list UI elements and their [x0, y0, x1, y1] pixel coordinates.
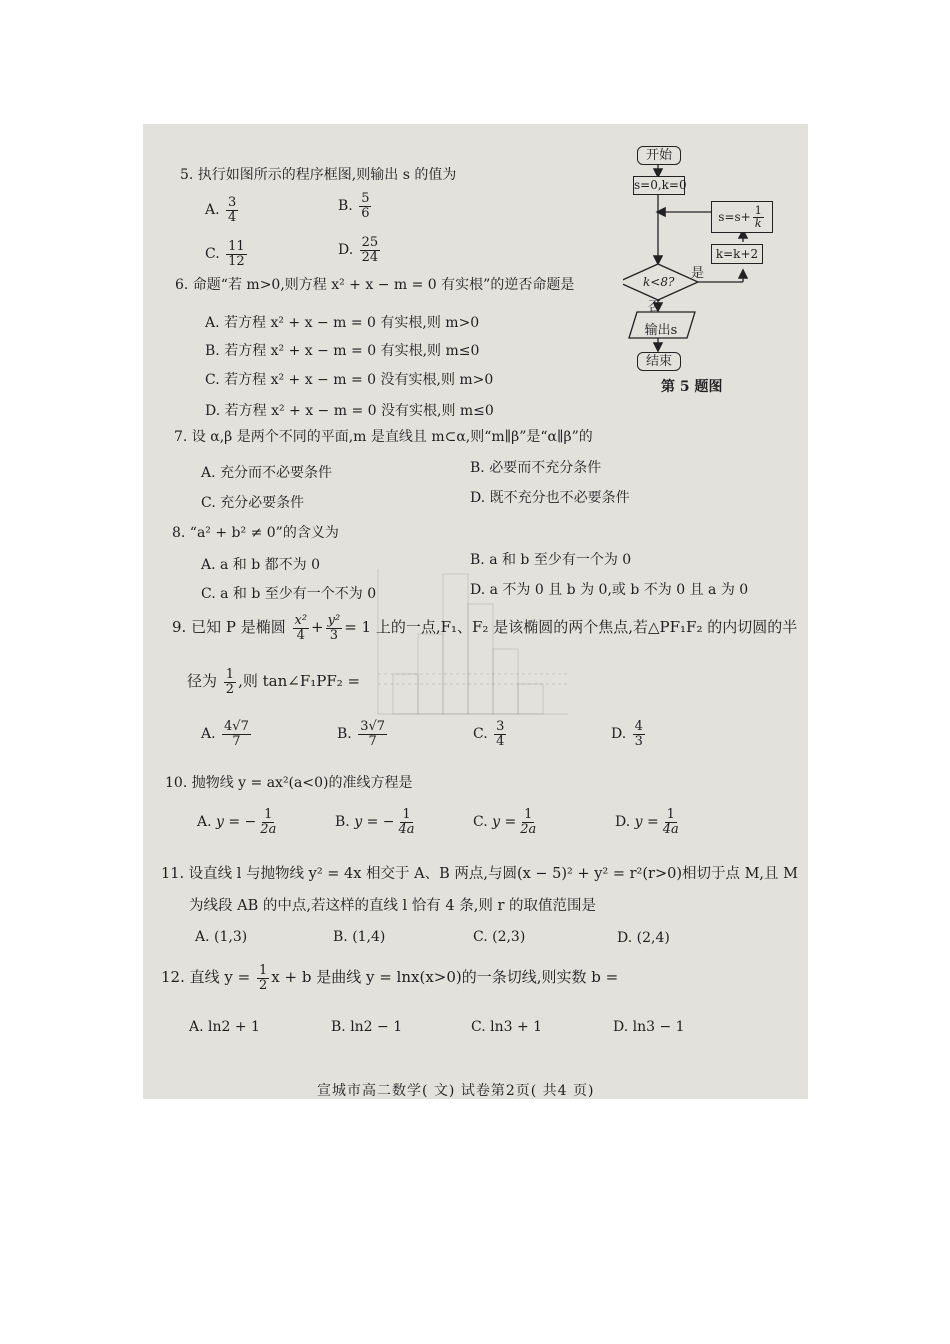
- q7-stem: 7. 设 α,β 是两个不同的平面,m 是直线且 m⊂α,则“m∥β”是“α∥β”的: [174, 429, 593, 445]
- q10-stem: 10. 抛物线 y = ax²(a<0)的准线方程是: [165, 775, 413, 791]
- flowchart-increment: k=k+2: [711, 244, 763, 264]
- q10-option-c: C. y = $\frac{1}{2a}$: [473, 807, 537, 837]
- q9-option-a: A. $\frac{4√7}{7}$: [201, 719, 249, 749]
- q7-option-d: D. 既不充分也不必要条件: [470, 490, 630, 506]
- q7-option-c: C. 充分必要条件: [201, 495, 305, 511]
- q6-option-c: C. 若方程 x² + x − m = 0 没有实根,则 m>0: [205, 372, 494, 388]
- q6-stem: 6. 命题“若 m>0,则方程 x² + x − m = 0 有实根”的逆否命题是: [175, 277, 575, 293]
- q12-stem: 12. 直线 y = $\frac{1}{2}$ x + b 是曲线 y = lnx(x>0)的一条切线,则实数 b =: [161, 963, 619, 993]
- update-den: k: [754, 216, 762, 230]
- q9-option-c: C. $\frac{3}{4}$: [473, 719, 505, 749]
- q12-option-b: B. ln2 − 1: [331, 1019, 403, 1035]
- q5-option-c: C. $\frac{11}{12}$: [205, 239, 245, 269]
- flowchart-caption: 第 5 题图: [661, 379, 723, 395]
- exam-page: [143, 124, 808, 1099]
- q11-stem-line1: 11. 设直线 l 与抛物线 y² = 4x 相交于 A、B 两点,与圆(x − 5)² + y² = r²(r>0)相切于点 M,且 M: [161, 866, 798, 882]
- q8-stem: 8. “a² + b² ≠ 0”的含义为: [172, 525, 339, 541]
- q8-option-d: D. a 不为 0 且 b 为 0,或 b 不为 0 且 a 为 0: [470, 582, 749, 598]
- q9-option-d: D. $\frac{4}{3}$: [611, 719, 643, 749]
- q11-option-a: A. (1,3): [195, 929, 248, 945]
- q9-option-b: B. $\frac{3√7}{7}$: [337, 719, 386, 749]
- q10-option-b: B. y = − $\frac{1}{4a}$: [335, 807, 415, 837]
- q9-stem: 9. 已知 P 是椭圆 $\frac{\text{x²}}{4}$ + $\frac{\text{y²}}{3}$ = 1 上的一点,F₁、F₂ 是该椭圆的两个焦点,若△PF₁F₂ 的内切圆的半: [172, 613, 798, 643]
- q6-option-b: B. 若方程 x² + x − m = 0 有实根,则 m≤0: [205, 343, 480, 359]
- flowchart-start: 开始: [637, 146, 681, 165]
- q8-option-c: C. a 和 b 至少有一个不为 0: [201, 586, 377, 602]
- q12-option-c: C. ln3 + 1: [471, 1019, 543, 1035]
- update-prefix: s=s+: [718, 210, 751, 224]
- flowchart-end: 结束: [637, 352, 681, 371]
- flowchart-init: s=0,k=0: [633, 176, 685, 195]
- q5-option-a: A. $\frac{3}{4}$: [205, 195, 237, 225]
- q9-stem-line2: 径为 $\frac{1}{2}$ ,则 tan∠F₁PF₂ =: [187, 667, 361, 697]
- q6-option-d: D. 若方程 x² + x − m = 0 没有实根,则 m≤0: [205, 403, 494, 419]
- page-footer: 宣城市高二数学( 文) 试卷第2页( 共4 页): [317, 1083, 595, 1099]
- q12-option-d: D. ln3 − 1: [613, 1019, 685, 1035]
- q11-option-c: C. (2,3): [473, 929, 526, 945]
- q12-option-a: A. ln2 + 1: [189, 1019, 260, 1035]
- q5-option-b: B. $\frac{5}{6}$: [338, 191, 370, 221]
- update-fraction: [753, 205, 764, 229]
- q8-option-a: A. a 和 b 都不为 0: [201, 557, 321, 573]
- update-num: 1: [754, 203, 762, 217]
- q11-option-b: B. (1,4): [333, 929, 386, 945]
- q11-option-d: D. (2,4): [617, 930, 670, 946]
- q7-option-b: B. 必要而不充分条件: [470, 460, 602, 476]
- flowchart-yes-label: 是: [691, 266, 705, 281]
- flowchart-output: 输出s: [644, 323, 678, 338]
- q7-option-a: A. 充分而不必要条件: [201, 465, 333, 481]
- q6-option-a: A. 若方程 x² + x − m = 0 有实根,则 m>0: [205, 315, 480, 331]
- flowchart-update-s: [711, 201, 773, 233]
- q8-option-b: B. a 和 b 至少有一个为 0: [470, 552, 632, 568]
- q10-option-a: A. y = − $\frac{1}{2a}$: [197, 807, 277, 837]
- q11-stem-line2: 为线段 AB 的中点,若这样的直线 l 恰有 4 条,则 r 的取值范围是: [189, 898, 597, 914]
- q10-option-d: D. y = $\frac{1}{4a}$: [615, 807, 679, 837]
- flowchart-no-label: 否: [648, 300, 662, 315]
- q5-option-d: D. $\frac{25}{24}$: [338, 235, 379, 265]
- q5-stem: 5. 执行如图所示的程序框图,则输出 s 的值为: [180, 167, 457, 183]
- flowchart-condition: k<8?: [643, 275, 675, 289]
